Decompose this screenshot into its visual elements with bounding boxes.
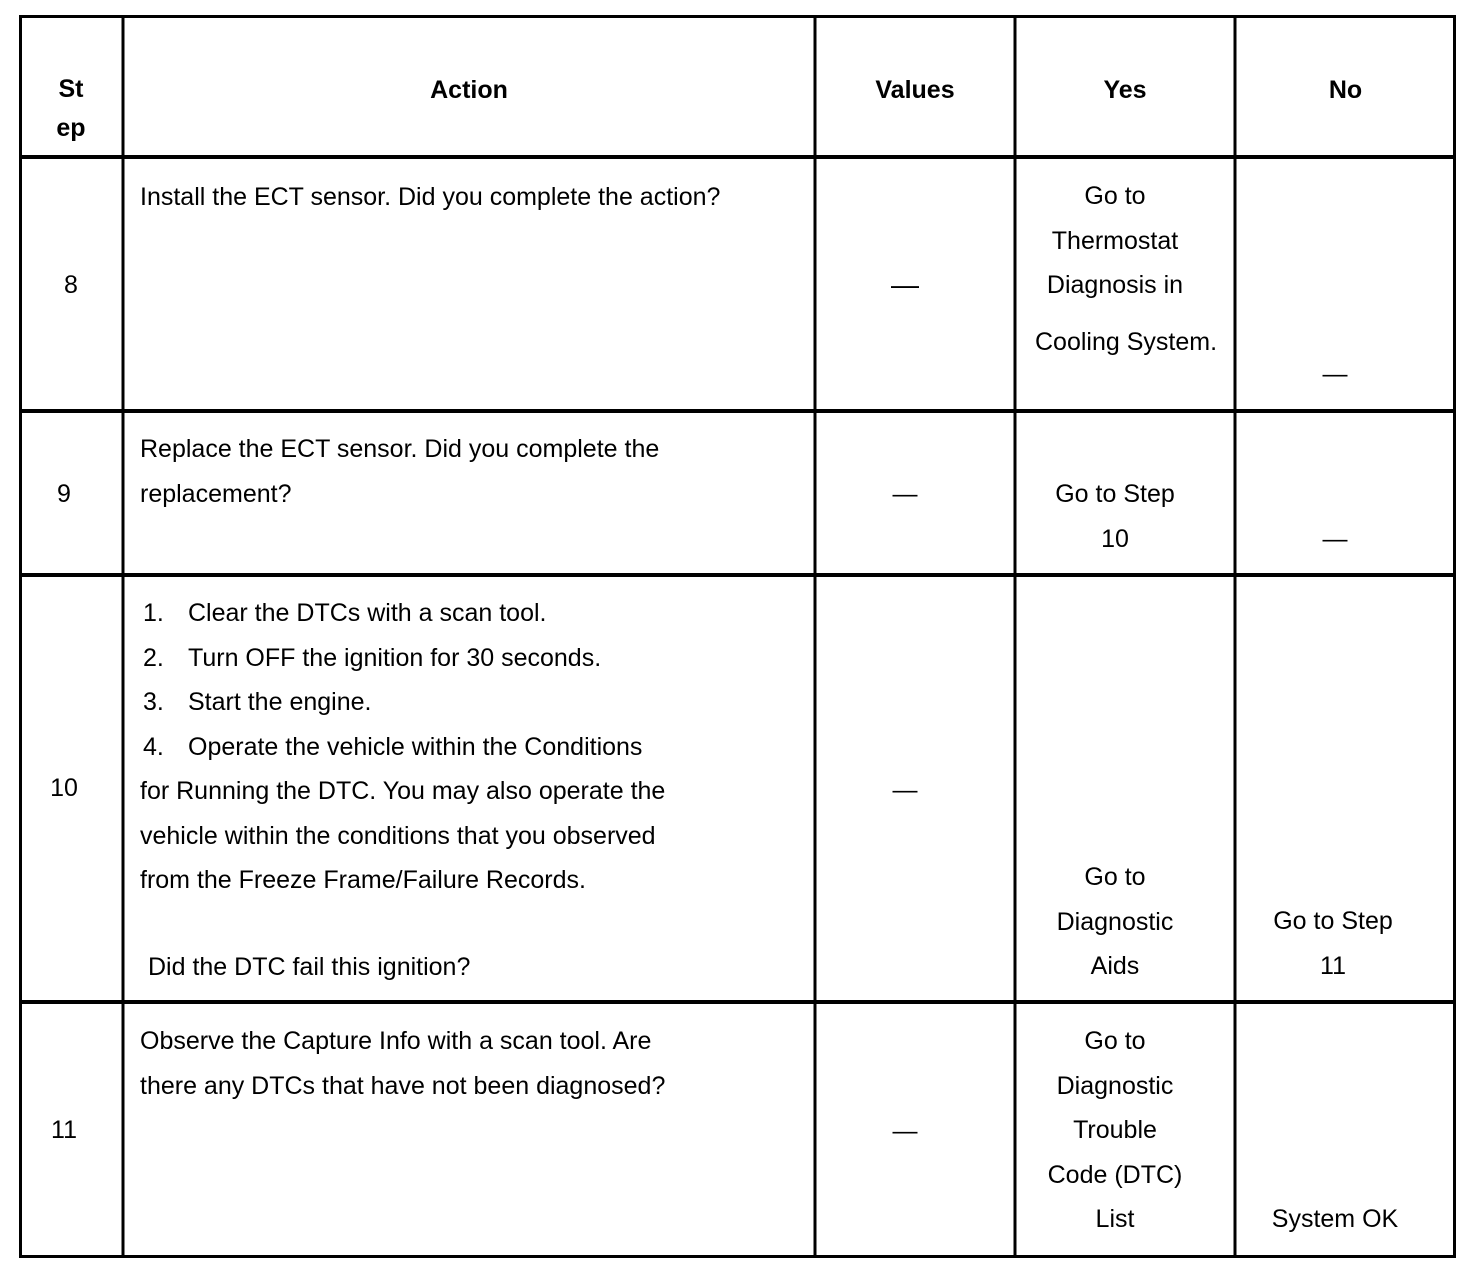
row-11-yes-line-1: Go to xyxy=(1084,1027,1146,1055)
row-10-action xyxy=(140,591,665,989)
row-8-yes-line-1: Go to xyxy=(1084,182,1146,210)
row-10-item-1-text: Clear the DTCs with a scan tool. xyxy=(188,599,547,627)
row-11-action-line-2: there any DTCs that have not been diagnosed? xyxy=(140,1071,666,1100)
header-no: No xyxy=(1328,76,1363,104)
row-10-yes xyxy=(1015,855,1215,989)
row-10-yes-line-1: Go to xyxy=(1084,863,1146,891)
row-10-no-line-2: 11 xyxy=(1320,951,1346,980)
row-10-yes-line-3: Aids xyxy=(1090,952,1140,980)
header-values: Values xyxy=(875,76,955,104)
row-11-yes-line-2: Diagnostic xyxy=(1056,1071,1174,1100)
row-10-action-question: Did the DTC fail this ignition? xyxy=(148,952,471,981)
row-11-yes xyxy=(1015,1019,1215,1242)
row-8-action-line-1: Install the ECT sensor. Did you complete the action? xyxy=(140,183,721,211)
header-action: Action xyxy=(430,76,508,104)
row-10-action-cont-2: vehicle within the conditions that you observed xyxy=(140,821,656,850)
row-10-action-item-4 xyxy=(140,725,665,770)
row-9-yes-line-2: 10 xyxy=(1101,524,1129,553)
row-10-item-4-text: Operate the vehicle within the Conditions xyxy=(188,732,643,761)
row-8-yes-line-4: Cooling System. xyxy=(1035,327,1218,356)
row-8-yes-line-3: Diagnosis in xyxy=(1046,271,1184,299)
row-10-yes-line-2: Diagnostic xyxy=(1056,907,1174,936)
row-9-action xyxy=(140,427,659,516)
row-10-item-1-number: 1. xyxy=(143,599,164,627)
row-11-action-line-1: Observe the Capture Info with a scan tool. Are xyxy=(140,1027,652,1055)
header-step xyxy=(19,70,123,148)
row-9-action-line-1: Replace the ECT sensor. Did you complete the xyxy=(140,435,660,463)
row-11-no: System OK xyxy=(1271,1205,1399,1233)
row-8-yes-line-2: Thermostat xyxy=(1051,226,1179,255)
header-yes: Yes xyxy=(1103,76,1147,104)
row-9-step: 9 xyxy=(57,480,71,508)
row-8-action xyxy=(140,175,720,220)
diagnostic-table xyxy=(19,15,1456,1258)
row-9-no: — xyxy=(1322,525,1348,553)
row-10-action-cont-3: from the Freeze Frame/Failure Records. xyxy=(140,866,586,894)
row-9-yes xyxy=(1015,472,1215,561)
row-10-no xyxy=(1235,899,1431,988)
row-8-values: — xyxy=(891,269,919,300)
header-step-line-2: ep xyxy=(56,114,86,142)
row-9-action-line-2: replacement? xyxy=(140,479,292,508)
row-10-item-3-number: 3. xyxy=(143,688,164,716)
row-11-yes-line-3: Trouble xyxy=(1073,1116,1157,1144)
row-8-no: — xyxy=(1322,360,1348,388)
row-10-action-cont-1: for Running the DTC. You may also operate the xyxy=(140,777,666,805)
row-9-yes-line-1: Go to Step xyxy=(1055,480,1175,508)
row-8-yes xyxy=(1015,174,1218,364)
row-11-action xyxy=(140,1019,665,1108)
row-10-item-2-number: 2. xyxy=(143,643,164,672)
row-10-values: — xyxy=(892,776,918,804)
row-10-item-2-text: Turn OFF the ignition for 30 seconds. xyxy=(188,643,602,672)
row-10-action-item-2 xyxy=(140,636,665,681)
row-10-action-item-1 xyxy=(140,591,665,636)
header-step-line-1: St xyxy=(58,75,84,103)
row-9-values: — xyxy=(892,480,918,508)
row-11-yes-line-4: Code (DTC) xyxy=(1047,1160,1183,1189)
row-10-item-4-number: 4. xyxy=(143,732,164,761)
row-11-step: 11 xyxy=(51,1116,77,1144)
row-11-yes-line-5: List xyxy=(1095,1205,1135,1233)
row-10-item-3-text: Start the engine. xyxy=(188,688,372,716)
row-10-no-line-1: Go to Step xyxy=(1273,907,1393,935)
row-10-action-item-3 xyxy=(140,680,665,725)
row-8-step: 8 xyxy=(64,271,78,299)
row-10-step: 10 xyxy=(50,774,78,802)
row-11-values: — xyxy=(892,1117,918,1145)
